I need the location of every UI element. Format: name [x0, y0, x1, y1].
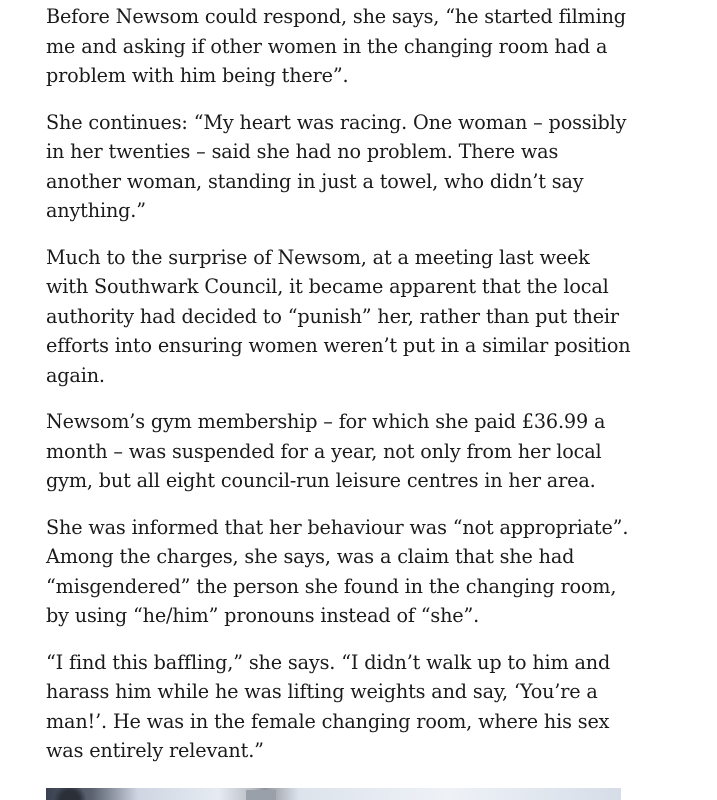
article-paragraph: She continues: “My heart was racing. One woman – possibly in her twenties – said she had no problem. There was another woman, standing in just a towel, who didn’t say anything.” — [46, 110, 627, 222]
image-tree-silhouette — [50, 788, 90, 800]
article-paragraph: She was informed that her behaviour was “not appropriate”. Among the charges, she says, was a claim that she had “misgendered” the person she found in the changing room, by using “he/him” pronouns instead of “she”. — [46, 515, 629, 627]
article-image — [46, 788, 621, 800]
article-body — [46, 0, 636, 783]
article-paragraph: Before Newsom could respond, she says, “he started filming me and asking if other women in the changing room had a problem with him being there”. — [46, 5, 626, 87]
article-paragraph: Much to the surprise of Newsom, at a meeting last week with Southwark Council, it became apparent that the local authority had decided to “punish” her, rather than put their efforts into ensuring women weren’t put in a similar position again. — [46, 245, 631, 387]
article-paragraph: Newsom’s gym membership – for which she paid £36.99 a month – was suspended for a year, not only from her local gym, but all eight council-run leisure centres in her area. — [46, 410, 606, 492]
article-paragraph: “I find this baffling,” she says. “I didn’t walk up to him and harass him while he was lifting weights and say, ‘You’re a man!’. He was in the female changing room, where his sex was entirely relevant.” — [46, 650, 611, 762]
image-building — [246, 790, 276, 800]
